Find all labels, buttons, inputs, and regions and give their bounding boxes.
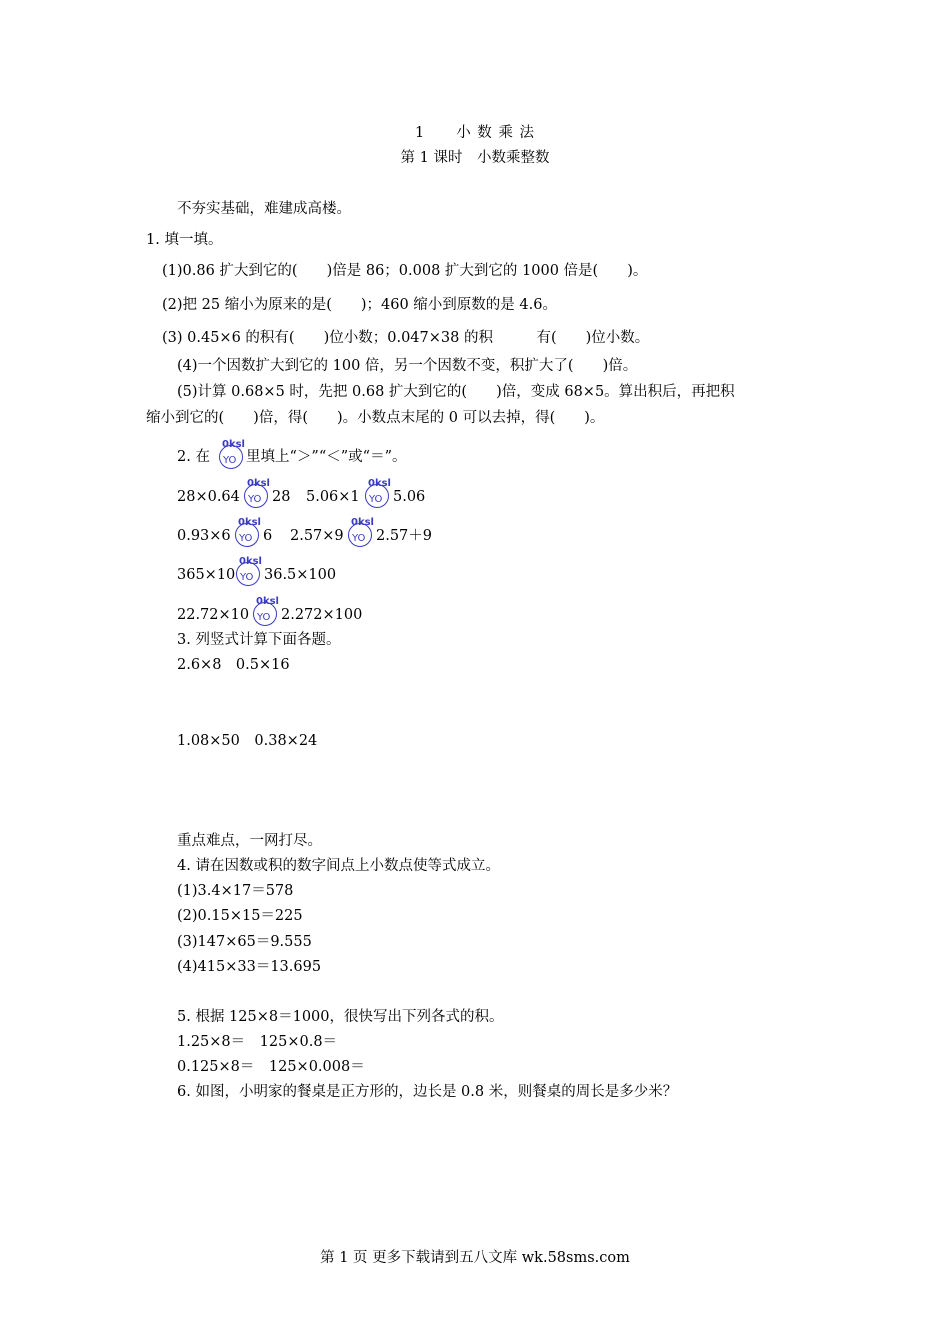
comparison-circle[interactable] [348,517,374,547]
comparison-circle[interactable] [236,556,262,586]
question-5-row-2: 0.125×8＝ 125×0.008＝ [177,1059,365,1075]
question-1-item-5: (5)计算 0.68×5 时，先把 0.68 扩大到它的( )倍，变成 68×5。算出积后，再把积 [177,384,735,400]
circle-mark-bottom: YO [223,455,237,466]
circle-mark-top: 0ksl [256,596,279,607]
question-4-item-1: (1)3.4×17＝578 [177,883,294,899]
circle-mark-top: 0ksl [238,517,261,528]
question-2-title-end: 里填上“＞”“＜”或“＝”。 [246,449,407,465]
question-4-item-4: (4)415×33＝13.695 [177,959,322,975]
comparison-expression: 5.06×1 [306,489,360,505]
circle-mark-bottom: YO [352,533,366,544]
question-3-title: 3. 列竖式计算下面各题。 [177,632,341,648]
circle-mark-top: 0ksl [239,556,262,567]
circle-mark-top: 0ksl [222,439,245,450]
question-4-title: 4. 请在因数或积的数字间点上小数点使等式成立。 [177,858,500,874]
comparison-circle[interactable] [253,596,279,626]
comparison-expression: 22.72×10 [177,607,250,623]
question-5-title: 5. 根据 125×8＝1000，很快写出下列各式的积。 [177,1009,504,1025]
question-3-row-2: 1.08×50 0.38×24 [177,733,318,749]
comparison-circle[interactable] [365,478,391,508]
page-title: 1 小 数 乘 法 [414,125,536,141]
circle-mark-top: 0ksl [247,478,270,489]
comparison-expression: 5.06 [393,489,426,505]
question-5-row-1: 1.25×8＝ 125×0.8＝ [177,1034,338,1050]
circle-mark-bottom: YO [369,494,383,505]
comparison-expression: 6 [263,528,273,544]
circle-mark-bottom: YO [239,533,253,544]
circle-mark-top: 0ksl [351,517,374,528]
circle-mark-bottom: YO [257,612,271,623]
question-1-title: 1. 填一填。 [146,232,223,248]
circle-mark-bottom: YO [248,494,262,505]
comparison-expression: 365×10 [177,567,236,583]
circle-mark-top: 0ksl [368,478,391,489]
comparison-expression: 0.93×6 [177,528,231,544]
comparison-expression: 2.57×9 [290,528,344,544]
page-subtitle: 第 1 课时 小数乘整数 [400,150,550,166]
comparison-circle [219,439,245,469]
comparison-circle[interactable] [235,517,261,547]
page-footer: 第 1 页 更多下载请到五八文库 wk.58sms.com [320,1250,630,1266]
question-1-item-1: (1)0.86 扩大到它的( )倍是 86；0.008 扩大到它的 1000 倍是( )。 [162,263,648,279]
question-4-item-3: (3)147×65＝9.555 [177,934,312,950]
question-1-item-3: (3) 0.45×6 的积有( )位小数；0.047×38 的积 有( )位小数。 [162,330,650,346]
question-2-title-start: 2. 在 [177,449,210,465]
question-6-title: 6. 如图，小明家的餐桌是正方形的，边长是 0.8 米，则餐桌的周长是多少米？ [177,1084,678,1100]
question-1-item-2: (2)把 25 缩小为原来的是( )；460 缩小到原数的是 4.6。 [162,297,557,313]
comparison-expression: 36.5×100 [264,567,337,583]
section-heading-key-points: 重点难点，一网打尽。 [177,833,322,849]
question-1-item-5-cont: 缩小到它的( )倍，得( )。小数点末尾的 0 可以去掉，得( )。 [146,410,605,426]
comparison-expression: 2.57＋9 [376,528,433,544]
section-heading-basics: 不夯实基础，难建成高楼。 [177,201,351,217]
comparison-expression: 2.272×100 [281,607,363,623]
question-4-item-2: (2)0.15×15＝225 [177,908,303,924]
question-3-row-1: 2.6×8 0.5×16 [177,657,290,673]
comparison-expression: 28×0.64 [177,489,240,505]
comparison-circle[interactable] [244,478,270,508]
question-1-item-4: (4)一个因数扩大到它的 100 倍，另一个因数不变，积扩大了( )倍。 [177,358,638,374]
comparison-expression: 28 [272,489,291,505]
circle-mark-bottom: YO [240,572,254,583]
